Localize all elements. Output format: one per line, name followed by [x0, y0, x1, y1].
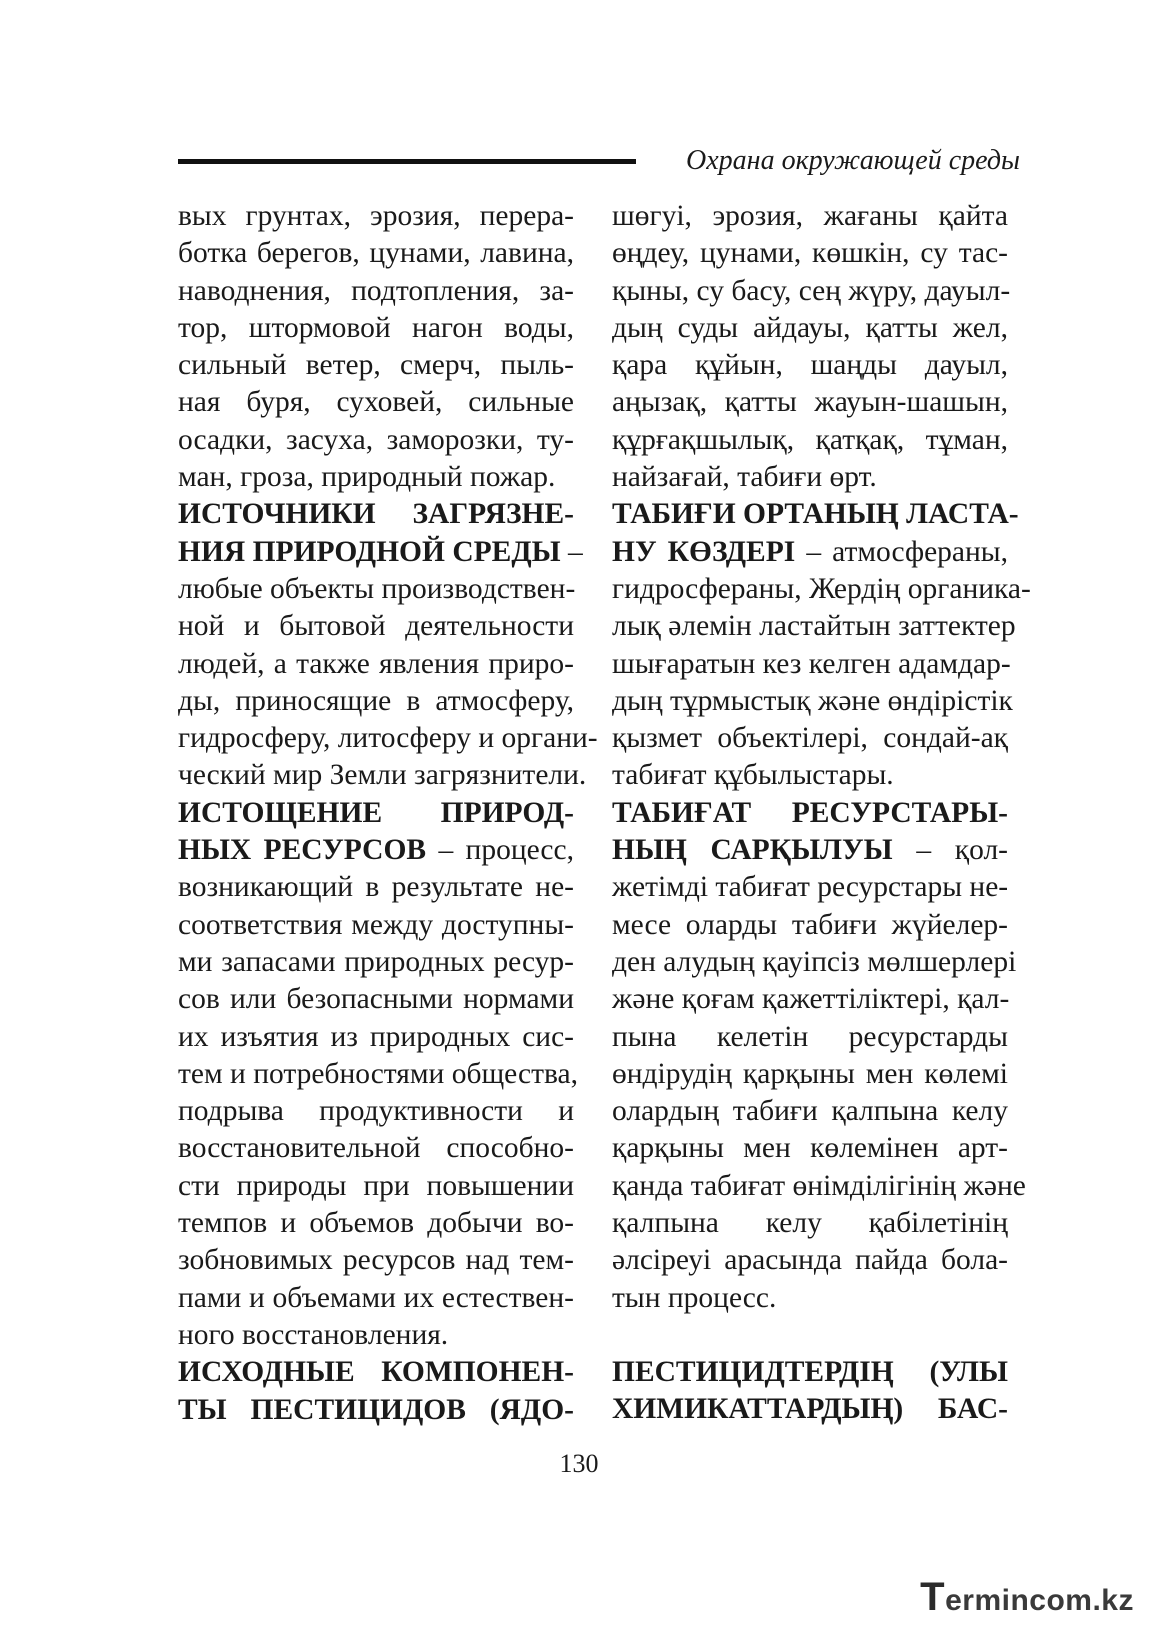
right-column-line	[612, 832, 1008, 869]
left-column-line: тор, штормовой нагон воды,	[178, 311, 574, 344]
left-column-line: ми запасами природных ресур-	[178, 945, 574, 978]
right-column-line: гидросфераны, Жердің органика-	[612, 572, 1031, 605]
left-column-line: людей, а также явления приро-	[178, 647, 574, 680]
right-column-line	[612, 534, 1008, 571]
right-column-line: шөгуі, эрозия, жағаны қайта	[612, 200, 1008, 232]
left-column-line: ного восстановления.	[178, 1318, 449, 1351]
right-column-line: табиғат құбылыстары.	[612, 759, 894, 792]
left-column-line: темпов и объемов добычи во-	[178, 1207, 574, 1240]
right-column-line: құрғақшылық, қатқақ, тұман,	[612, 423, 1008, 456]
left-column-line: подрыва продуктивности и	[178, 1095, 574, 1128]
left-column-line: тем и потребностями общества,	[178, 1057, 579, 1090]
left-column-line: возникающий в результате не-	[178, 871, 574, 904]
right-column-line: қыны, су басу, сең жүру, дауыл-	[612, 274, 1011, 307]
left-column-line: ная буря, суховей, сильные	[178, 386, 574, 419]
right-column	[612, 198, 1031, 1429]
left-column-line: восстановительной способно-	[178, 1132, 574, 1165]
left-column-line: ман, гроза, природный пожар.	[178, 461, 556, 494]
right-column-line: қызмет объектілері, сондай-ақ	[612, 722, 1008, 755]
left-column-line: сов или безопасными нормами	[178, 983, 574, 1016]
left-column-line: вых грунтах, эрозия, перера-	[178, 200, 574, 232]
left-column-line: ИСТОЧНИКИ ЗАГРЯЗНЕ-	[178, 498, 574, 531]
left-column	[178, 198, 598, 1429]
right-column-line: және қоғам қажеттіліктері, қал-	[612, 983, 1010, 1016]
left-column-line: соответствия между доступны-	[178, 908, 574, 941]
running-header-title: Охрана окружающей среды	[686, 145, 1020, 176]
left-column-line: пами и объемами их естествен-	[178, 1281, 574, 1314]
right-column-line: ТАБИҒИ ОРТАНЫҢ ЛАСТА-	[612, 498, 1019, 531]
left-column-line: ческий мир Земли загрязнители.	[178, 759, 587, 792]
right-column-line: шығаратын кез келген адамдар-	[612, 647, 1011, 680]
right-column-line: дың тұрмыстық және өндірістік	[612, 684, 1013, 717]
right-column-line	[612, 1317, 1008, 1354]
right-column-line: месе оларды табиғи жүйелер-	[612, 908, 1008, 941]
left-column-line: любые объекты производствен-	[178, 572, 576, 605]
left-column-line	[178, 534, 583, 571]
term-heading: НИЯ ПРИРОДНОЙ СРЕДЫ	[178, 535, 561, 568]
left-column-line: сти природы при повышении	[178, 1169, 574, 1202]
left-column-line: наводнения, подтопления, за-	[178, 274, 574, 307]
right-column-line: ТАБИҒАТ РЕСУРСТАРЫ-	[612, 796, 1008, 829]
right-column-line: пына келетін ресурстарды	[612, 1020, 1008, 1053]
right-column-line: дың суды айдауы, қатты жел,	[612, 311, 1008, 344]
left-column-line: ды, приносящие в атмосферу,	[178, 684, 574, 717]
term-heading: НЫҢ САРҚЫЛУЫ	[612, 834, 893, 867]
left-column-line	[178, 832, 574, 869]
left-column-line: ИСХОДНЫЕ КОМПОНЕН-	[178, 1356, 574, 1389]
left-column-line: сильный ветер, смерч, пыль-	[178, 349, 574, 382]
page-number: 130	[559, 1449, 599, 1478]
watermark-logo: Termincom.kz	[920, 1575, 1134, 1619]
right-column-line: жетімді табиғат ресурстары не-	[612, 871, 1009, 904]
right-column-line: ХИМИКАТТАРДЫҢ) БАС-	[612, 1393, 1008, 1426]
definition-text: –	[560, 535, 583, 568]
right-column-line: олардың табиғи қалпына келу	[612, 1095, 1008, 1128]
left-column-line: ИСТОЩЕНИЕ ПРИРОД-	[178, 796, 574, 829]
left-column-line: ботка берегов, цунами, лавина,	[178, 237, 574, 270]
term-heading: НЫХ РЕСУРСОВ	[178, 834, 427, 867]
definition-text: – қол-	[892, 834, 1008, 867]
right-column-line: қанда табиғат өнімділігінің және	[612, 1169, 1026, 1202]
right-column-line: ден алудың қауіпсіз мөлшерлері	[612, 945, 1017, 978]
left-column-line: гидросферу, литосферу и органи-	[178, 722, 598, 755]
right-column-line: аңызақ, қатты жауын-шашын,	[612, 386, 1008, 419]
definition-text: – процесс,	[426, 834, 574, 867]
right-column-line: лық әлемін ластайтын заттектер	[612, 610, 1016, 643]
left-column-line: их изъятия из природных сис-	[178, 1020, 574, 1053]
right-column-line: қалпына келу қабілетінің	[612, 1207, 1008, 1240]
right-column-line: найзағай, табиғи өрт.	[612, 461, 877, 494]
definition-text: – атмосфераны,	[795, 535, 1008, 568]
right-column-line: қарқыны мен көлемінен арт-	[612, 1132, 1008, 1165]
left-column-line: зобновимых ресурсов над тем-	[178, 1244, 574, 1277]
right-column-line: ПЕСТИЦИДТЕРДІҢ (УЛЫ	[612, 1355, 1008, 1388]
term-heading: НУ КӨЗДЕРІ	[612, 535, 796, 568]
right-column-line: тын процесс.	[612, 1281, 777, 1314]
left-column-line: ТЫ ПЕСТИЦИДОВ (ЯДО-	[178, 1393, 574, 1426]
right-column-line: қара құйын, шаңды дауыл,	[612, 349, 1008, 382]
left-column-line: осадки, засуха, заморозки, ту-	[178, 423, 574, 456]
left-column-line: ной и бытовой деятельности	[178, 610, 574, 643]
right-column-line: әлсіреуі арасында пайда бола-	[612, 1244, 1008, 1277]
right-column-line: өндірудің қарқыны мен көлемі	[612, 1057, 1008, 1090]
right-column-line: өңдеу, цунами, көшкін, су тас-	[612, 237, 1008, 270]
header-rule	[178, 159, 636, 164]
